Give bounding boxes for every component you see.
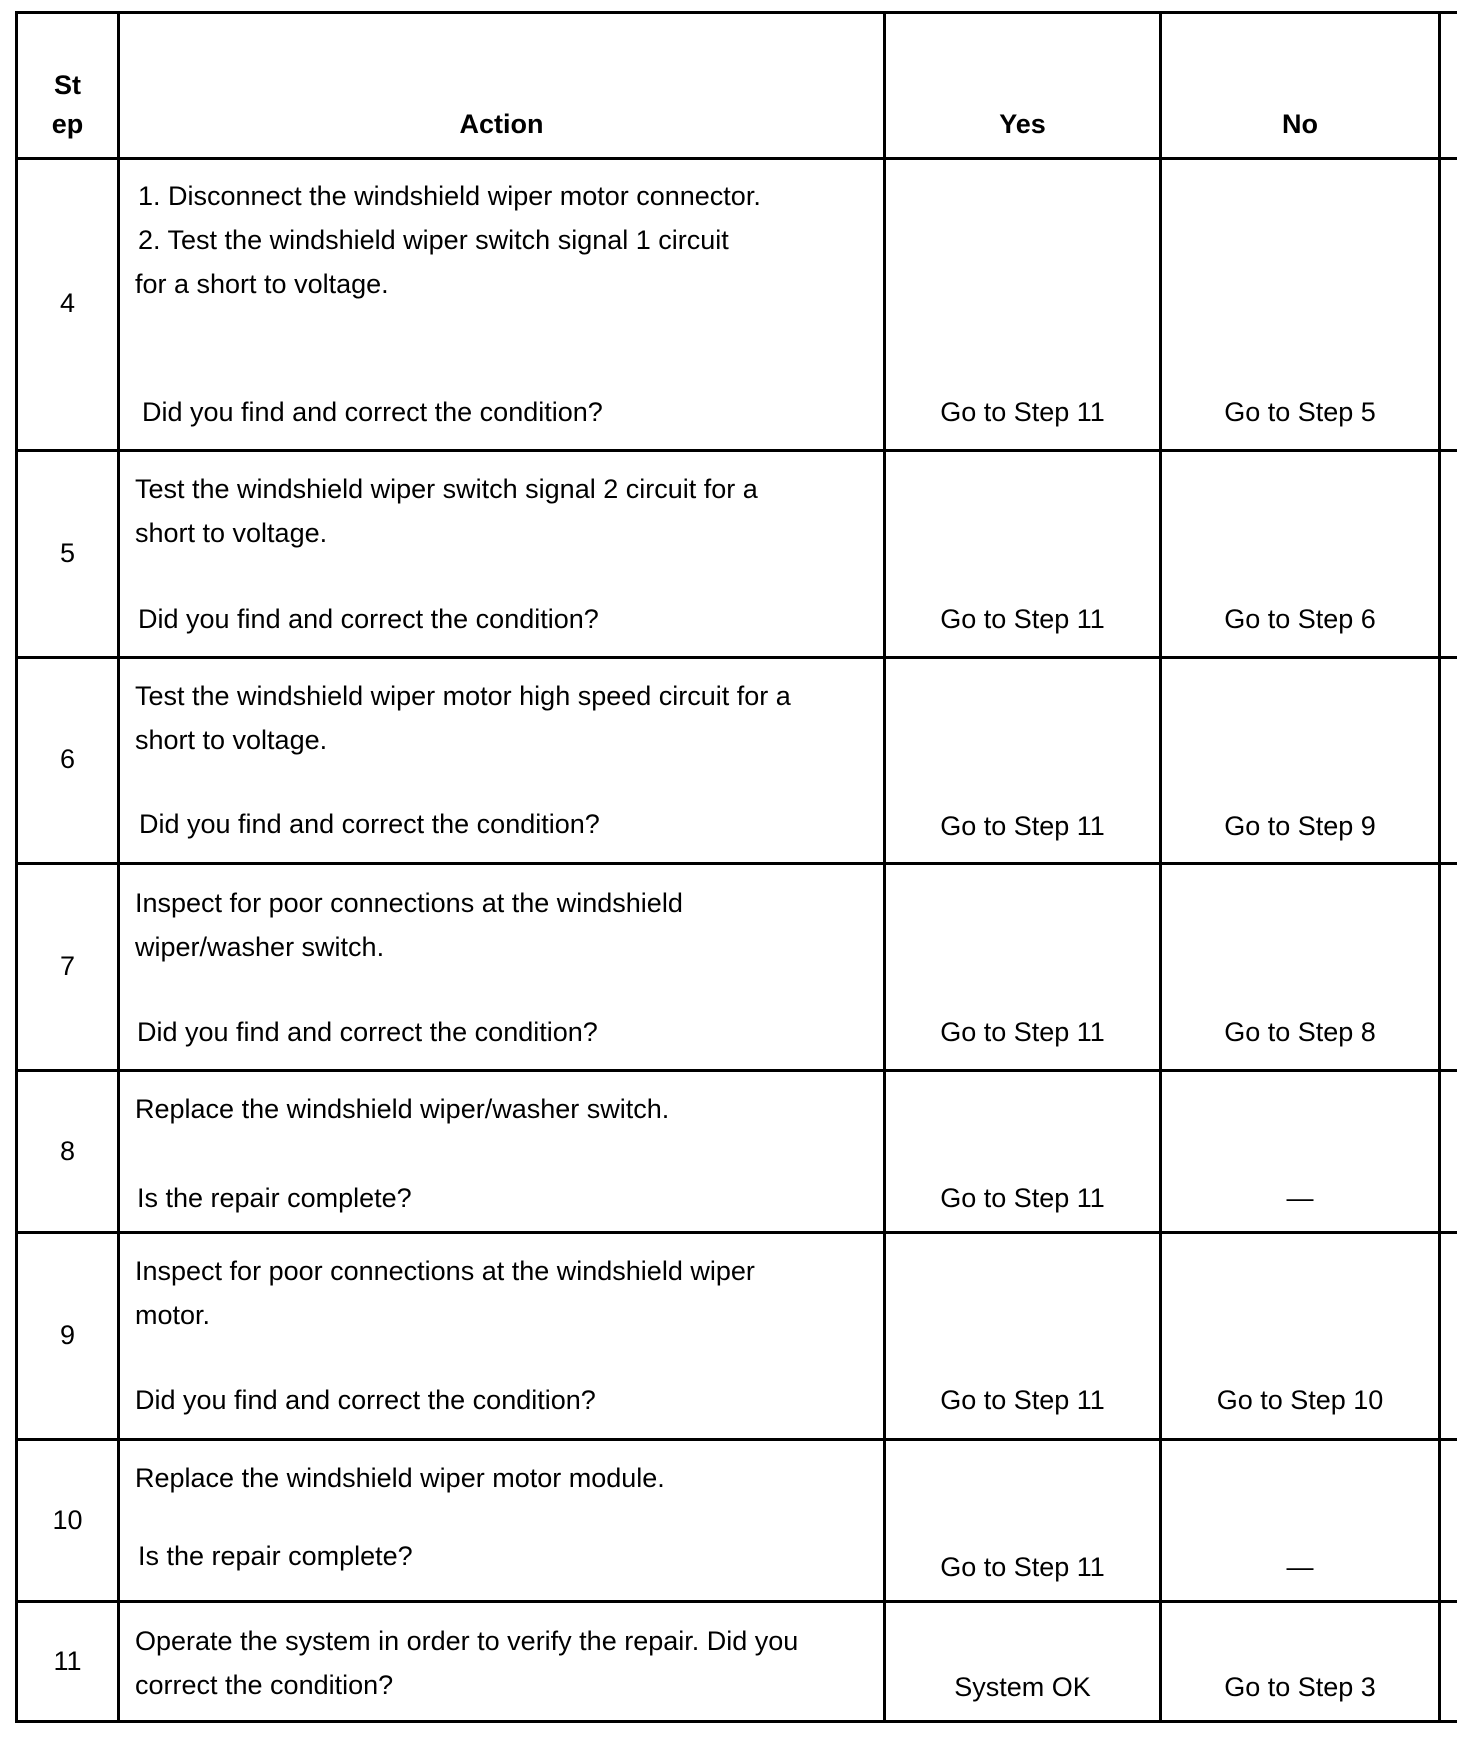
yes-result: Go to Step 11 [940, 1385, 1105, 1415]
action-text: Test the windshield wiper switch signal 2 circuit for a [135, 474, 758, 504]
action-question: Did you find and correct the condition? [138, 604, 599, 634]
no-result: — [1286, 1183, 1314, 1213]
action-text: motor. [135, 1300, 211, 1330]
table-rule [15, 656, 1457, 659]
table-rule [15, 11, 18, 1723]
table-rule [15, 1720, 1457, 1723]
table-rule [15, 862, 1457, 865]
table-rule [117, 11, 120, 1723]
action-text: Replace the windshield wiper motor module. [135, 1463, 665, 1493]
no-result: — [1286, 1552, 1314, 1582]
action-text: Inspect for poor connections at the windshield [135, 888, 683, 918]
yes-result: Go to Step 11 [940, 1183, 1105, 1213]
action-text: wiper/washer switch. [135, 932, 385, 962]
header-yes: Yes [999, 109, 1046, 139]
header-action: Action [459, 109, 544, 139]
table-rule [15, 1231, 1457, 1234]
no-result: Go to Step 3 [1224, 1672, 1376, 1702]
action-text: Inspect for poor connections at the windshield wiper [135, 1256, 755, 1286]
table-rule [15, 1069, 1457, 1072]
yes-result: Go to Step 11 [940, 811, 1105, 841]
yes-result: Go to Step 11 [940, 604, 1105, 634]
table-rule [15, 449, 1457, 452]
step-number: 9 [59, 1320, 76, 1350]
action-question: Did you find and correct the condition? [137, 1017, 598, 1047]
no-result: Go to Step 10 [1216, 1385, 1384, 1415]
no-result: Go to Step 6 [1224, 604, 1376, 634]
action-text: Replace the windshield wiper/washer switch. [135, 1094, 670, 1124]
action-question: Is the repair complete? [138, 1541, 413, 1571]
yes-result: Go to Step 11 [940, 1552, 1105, 1582]
table-rule [1159, 11, 1162, 1723]
no-result: Go to Step 8 [1224, 1017, 1376, 1047]
action-text: for a short to voltage. [135, 269, 389, 299]
header-step: St [54, 70, 81, 100]
action-text: short to voltage. [135, 725, 328, 755]
table-rule [1438, 11, 1441, 1723]
header-no: No [1282, 109, 1318, 139]
action-text: Test the windshield wiper motor high speed circuit for a [135, 681, 791, 711]
action-text: 1. Disconnect the windshield wiper motor connector. [138, 181, 761, 211]
action-question: Did you find and correct the condition? [139, 809, 600, 839]
step-number: 5 [59, 538, 76, 568]
action-question: Did you find and correct the condition? [142, 397, 603, 427]
action-text: correct the condition? [135, 1670, 394, 1700]
yes-result: System OK [954, 1672, 1091, 1702]
no-result: Go to Step 9 [1224, 811, 1376, 841]
step-number: 11 [53, 1646, 82, 1676]
step-number: 6 [59, 744, 76, 774]
table-rule [15, 1438, 1457, 1441]
yes-result: Go to Step 11 [940, 397, 1105, 427]
action-question: Is the repair complete? [137, 1183, 412, 1213]
action-question: Did you find and correct the condition? [135, 1385, 596, 1415]
table-rule [15, 11, 1457, 14]
table-rule [15, 1600, 1457, 1603]
step-number: 7 [59, 951, 76, 981]
yes-result: Go to Step 11 [940, 1017, 1105, 1047]
action-text: 2. Test the windshield wiper switch signal 1 circuit [138, 225, 729, 255]
step-number: 10 [52, 1505, 83, 1535]
table-rule [15, 157, 1457, 160]
action-text: short to voltage. [135, 518, 328, 548]
table-rule [883, 11, 886, 1723]
step-number: 8 [59, 1136, 76, 1166]
header-step: ep [51, 109, 84, 139]
no-result: Go to Step 5 [1224, 397, 1376, 427]
step-number: 4 [59, 288, 76, 318]
action-text: Operate the system in order to verify the repair. Did you [135, 1626, 799, 1656]
